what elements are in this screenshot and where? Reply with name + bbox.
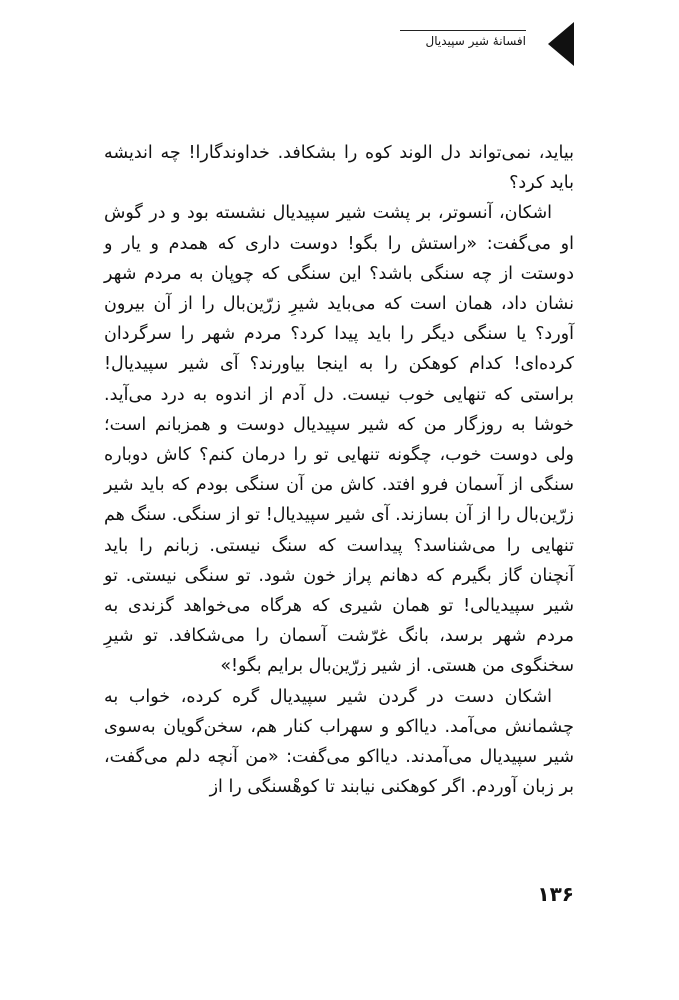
paragraph: اشکان دست در گردن شیر سپیدیال گره کرده، خواب به چشمانش می‌آمد. دیااکو و سهراب کنار هم، سخن‌گویان به‌سوی شیر سپیدیال می‌آمدند. دیااکو می‌گفت: «من آنچه دلم می‌گفت، بر زبان آوردم. اگر کوهکنی نیابند تا کوهْسنگی را از	[104, 686, 574, 798]
header-rule	[400, 30, 526, 31]
header-title: افسانهٔ شیر سپیدیال	[425, 34, 526, 48]
running-header	[400, 22, 574, 66]
paragraph: اشکان، آنسوتر، بر پشت شیر سپیدیال نشسته بود و در گوش او می‌گفت: «راستش را بگو! دوست داری که همدم و یار و دوستت از چه سنگی باشد؟ این سنگی که چوپان به مردم شهر نشان داد، همان است که می‌باید شیرِ زرّین‌بال را از آن بیرون آورد؟ یا سنگی دیگر را باید پیدا کرد؟ مردم شهر را سرگردان کرده‌ای! کدام کوهکن را به اینجا بیاورند؟ آی شیر سپیدیال! براستی که تنهایی خوب نیست. دل آدم از اندوه به درد می‌آید. خوشا به روزگار من که شیر سپیدیال دوست و همزبانم است؛ ولی دوست خوب، چگونه تنهایی تو را درمان کنم؟ کاش دوباره سنگی از آسمان فرو افتد. کاش من آن سنگی بودم که باید شیر زرّین‌بال را از آن بسازند. آی شیر سپیدیال! تو از سنگی. سنگ هم تنهایی را می‌شناسد؟ پیداست که سنگ نیستی. زبانم را باید آنچنان گاز بگیرم که دهانم پراز خون شود. تو سنگی نیستی. تو شیر سپیدیالی! تو همان شیری که هرگاه می‌خواهد گزندی به مردم شهر برسد، بانگ غرّشت آسمان را می‌شکافد. تو شیرِ سخنگوی من هستی. از شیر زرّین‌بال برایم بگو!»	[104, 203, 574, 677]
paragraph: بیاید، نمی‌تواند دل الوند کوه را بشکافد. خداوندگارا! چه اندیشه باید کرد؟	[104, 143, 574, 194]
triangle-marker-icon	[548, 22, 574, 66]
body-text	[104, 138, 574, 802]
page-number: ۱۳۶	[537, 882, 574, 906]
